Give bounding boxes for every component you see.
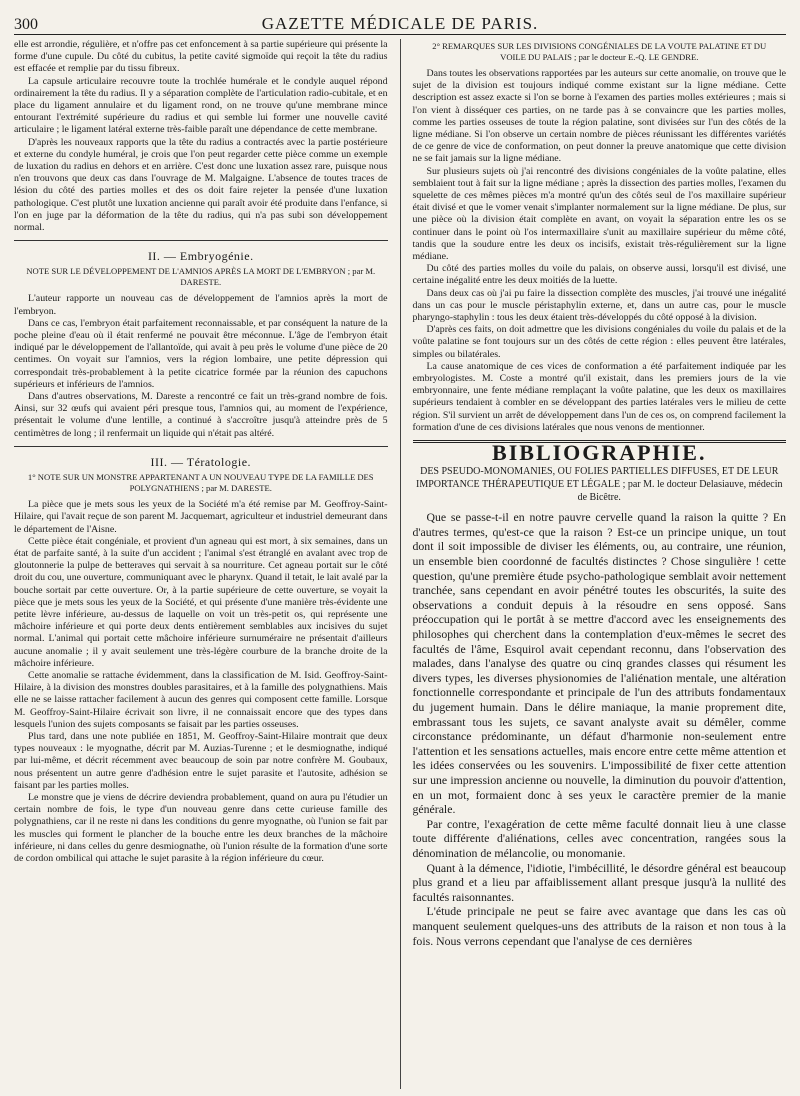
paragraph: Que se passe-t-il en notre pauvre cervelle quand la raison la quitte ? En d'autres termes, qu'est-ce que la raison ? Est-ce un principe unique, un tout dont il soit impossible de diviser les éléments, ou, au contraire, une réunion, un ensemble bien coordonné de facultés distinctes ? Chose singulière ! cette question, qu'une première étude psycho-pathologique semblait avoir nettement tranchée, sans cependant en avoir pénétré toutes les obscurités, la suite des observations a conduit depuis à la résoudre en sens opposé. Sans préoccupation qui le portât à se mettre d'accord avec les enseignements des philosophes qui cherchent dans la contemplation d'eux-mêmes le secret des facultés de l'âme, Esquirol avait cependant reconnu, dans l'observation des malades, dans l'analyse des quatre ou cinq grandes classes qui résument les divers types, les diverses physionomies de l'aliénation mentale, une altération fonctionnelle correspondante et principale de l'un des attributs fondamentaux du jugement humain. Dans le délire maniaque, la manie proprement dite, embrassant tous les sujets, ce savant analyste avait su démêler, comme circonstance prédominante, un défaut d'harmonie non-seulement entre l'attention et les sensations actuelles, mais encore entre cette même attention et les idées conservées ou les souvenirs. L'impossibilité de fixer cette attention sur une impression ancienne ou nouvelle, la diminution du pouvoir d'attention, en un mot, formaient donc à ses yeux le caractère premier de la manie générale. (412, 510, 787, 817)
section-heading: II. — Embryogénie. (147, 249, 254, 264)
paragraph: Du côté des parties molles du voile du palais, on observe aussi, lorsqu'il est divisé, une certaine inégalité entre les deux moitiés de la luette. (412, 263, 787, 287)
column-divider (400, 39, 401, 1089)
paragraph: La capsule articulaire recouvre toute la trochlée humérale et le condyle auquel répond ordinairement la tête du radius. Il y a séparation complète de l'articulation radio-cubitale, et en place du ligament annulaire et du ligament rond, on ne trouve qu'une membrane mince entourant l'extrémité supérieure du radius et qui semble lui former une nouvelle cavité articulaire ; le ligament latéral externe très-faible paraît une dépendance de cette membrane. (14, 75, 388, 136)
page-header (14, 10, 786, 35)
left-column (14, 39, 397, 1089)
review-body (413, 510, 787, 948)
paragraph: Par contre, l'exagération de cette même faculté donnait lieu à une classe toute différente d'aliénations, celles avec concentration, rangées sous la dénomination de mélancolie, ou monomanie. (412, 816, 787, 860)
paragraph: Cette pièce était congéniale, et provient d'un agneau qui est mort, à six semaines, dans un état de parfaite santé, à la suite d'un accident ; l'animal s'est étranglé en avalant avec trop de gloutonnerie la pulpe de betteraves qui servait à sa nourriture. Cet agneau portait sur le côté droit du cou, une ouverture, communiquant avec le pharynx. Quand il tetait, le lait avalé par la bouche sortait par cette ouverture. Or, à la partie supérieure de cette ouverture, se voyait la pièce que je mets sous les yeux de la Société, et qui présente d'une manière très-évidente une petite lèvre inférieure, au-dessus de laquelle on voit un très-petit os, qui représente une mâchoire inférieure et qui porte deux dents entièrement semblables aux incisives du sujet normal. L'animal qui portait cette mâchoire inférieure surnuméraire ne présentait d'ailleurs aucune anomalie ; il y avait seulement une très-légère courbure de la branche droite de la mâchoire inférieure. (14, 535, 388, 669)
running-title: GAZETTE MÉDICALE DE PARIS. (261, 14, 539, 33)
paragraph: elle est arrondie, régulière, et n'offre pas cet enfoncement à sa partie supérieure qui présente la forme d'une cupule. Du côté du cubitus, la petite cavité sigmoïde qui reçoit la tête du radius est effacée et remplie par du tissu fibreux. (14, 39, 388, 75)
paragraph: Sur plusieurs sujets où j'ai rencontré des divisions congéniales de la voûte palatine, elles semblaient tout à fait sur la ligne médiane ; après la dissection des parties molles, l'examen du squelette de ces mêmes pièces m'a montré qu'un des côtés seul de l'os maxillaire supérieur était divisé et que le vomer venait s'implanter normalement sur la ligne médiane. De plus, sur une pièce où la division était complète en avant, on voyait la séparation entre les os se continuer dans le point où l'os intermaxillaire s'unit au maxillaire supérieur du même côté, tandis que la soudure entre les deux os incisifs, existait très-régulièrement sur la ligne médiane. (412, 165, 787, 263)
note-title: 2° REMARQUES SUR LES DIVISIONS CONGÉNIALES DE LA VOUTE PALATINE ET DU VOILE DU PALAIS ; par le docteur E.-Q. LE GENDRE. (432, 41, 767, 62)
note-title: 1° NOTE SUR UN MONSTRE APPARTENANT A UN NOUVEAU TYPE DE LA FAMILLE DES POLYGNATHIENS ; par M. DARESTE. (27, 472, 374, 494)
paragraph: L'étude principale ne peut se faire avec avantage que dans les cas où manquent seulement quelques-uns des attributs de la raison et non tous à la fois. Nous verrons cependant que l'analyse de ces dernières (412, 904, 787, 948)
section-rule (14, 240, 388, 243)
book-title: DES PSEUDO-MONOMANIES, OU FOLIES PARTIELLES DIFFUSES, ET DE LEUR IMPORTANCE THÉRAPEUTIQUE ET LÉGALE ; par M. le docteur Delasiauve, médecin de Bicêtre. (416, 466, 783, 504)
paragraph: Dans toutes les observations rapportées par les auteurs sur cette anomalie, on trouve que le sujet de la division est toujours indiqué comme existant sur la ligne médiane. Cette description est assez exacte si l'on se borne à l'examen des parties molles extérieures ; mais si l'on vient à disséquer ces parties, on ne tarde pas à se convaincre que les parties molles, comme les parties osseuses de toute la région palatine, sont divisées sur l'un des côtés de la ligne médiane. Si l'on observe un certain nombre de pièces réunissant les différentes variétés de ce genre de vice de conformation, on peut donner la preuve anatomique que cette division ne se fait jamais sur la ligne médiane. (412, 68, 787, 165)
paragraph: Plus tard, dans une note publiée en 1851, M. Geoffroy-Saint-Hilaire montrait que deux types nouveaux : le myognathe, décrit par M. Auzias-Turenne ; et le desmiognathe, indiqué par lui-même, et décrit récemment avec beaucoup de soin par notre confrère M. Goubaux, nous présentent un autre genre d'adhésion entre le sujet parasite et l'autosite, adhésion se faisant par les parties molles. (14, 730, 388, 791)
paragraph: Cette anomalie se rattache évidemment, dans la classification de M. Isid. Geoffroy-Saint-Hilaire, à la division des monstres doubles parasitaires, et à la famille des polygnathiens. Mais elle ne se laisse rattacher facilement à aucun des genres qui composent cette famille. Lorsque M. Geoffroy-Saint-Hilaire écrivait son livre, il ne connaissait encore que des types dans lesquels l'union des sujets composants se faisait par les parties osseuses. (14, 669, 388, 730)
paragraph: D'après les nouveaux rapports que la tête du radius a contractés avec la partie postérieure et externe du condyle huméral, je crois que l'on peut regarder cette pièce comme un exemple de luxation du radius en dehors et en arrière. C'est donc une luxation assez rare, puisque nous n'en trouvons que deux cas dans l'ouvrage de M. Malgaigne. L'absence de toutes traces de lésion du côté des parties molles et des os doit faire rejeter la pensée d'une luxation pathologique. C'est plutôt une luxation ancienne qui paraît avoir été produite dans l'enfance, si l'on en juge par la déformation de la tête du radius, qui n'a pas subi son développement normal. (14, 136, 388, 234)
paragraph: Dans deux cas où j'ai pu faire la dissection complète des muscles, j'ai trouvé une inégalité dans un cas pour le muscle péristaphylin externe, et, dans un autre cas, pour le muscle pharyngo-staphylin : tous les deux étaient très-développés du côté opposé à la division. (412, 287, 787, 324)
paragraph: La cause anatomique de ces vices de conformation a été parfaitement indiquée par les embryologistes. M. Coste a montré qu'il existait, dans les premiers jours de la vie embryonnaire, une fente médiane remplaçant la voûte palatine, que les deux os maxillaires supérieurs tendaient à combler en se développant des parties latérales vers le milieu de cette région. S'il survient un arrêt de développement dans l'un de ces os, on comprend facilement la formation d'une de ces divisions latérales que nous venons de mentionner. (412, 360, 787, 433)
paragraph: D'après ces faits, on doit admettre que les divisions congéniales du voile du palais et de la voûte palatine se font toujours sur un des côtés de cette région : elles peuvent être latérales, simples ou bilatérales. (412, 324, 787, 360)
note-title: NOTE SUR LE DÉVELOPPEMENT DE L'AMNIOS APRÈS LA MORT DE L'EMBRYON ; par M. DARESTE. (26, 266, 376, 288)
paragraph: Dans d'autres observations, M. Dareste a rencontré ce fait un très-grand nombre de fois. Ainsi, sur 32 œufs qui avaient péri presque tous, l'amnios qui, au moment de l'expérience, présentait le volume d'une lentille, a continué à s'accroître jusqu'à atteindre près de 5 centimètres de long ; il renfermait un liquide qui n'était pas altéré. (14, 391, 388, 439)
section-rule (14, 446, 388, 449)
section-heading: III. — Tératologie. (150, 454, 252, 469)
two-column-body (14, 39, 786, 1089)
page-number: 300 (14, 16, 38, 33)
paragraph: Dans ce cas, l'embryon était parfaitement reconnaissable, et par conséquent la nature de la poche pleine d'eau où il était renfermé ne pouvait être méconnue. L'âge de l'embryon était indiqué par le développement de l'allantoïde, qui avait à peu près le volume d'une pièce de 20 centimes. On voyait sur l'amnios, vers la région lombaire, une petite dépression qui correspondait très-probablement à la petite cicatrice formée par la réunion des capuchons supérieurs et inférieurs de l'amnios. (14, 317, 388, 390)
paragraph: Quant à la démence, l'idiotie, l'imbécillité, le désordre général est beaucoup plus grand et a lieu par affaiblissement allant presque jusqu'à la nullité des facultés raisonnantes. (412, 860, 787, 904)
paragraph: L'auteur rapporte un nouveau cas de développement de l'amnios après la mort de l'embryon. (14, 293, 388, 317)
right-column (404, 39, 787, 1089)
paragraph: La pièce que je mets sous les yeux de la Société m'a été remise par M. Geoffroy-Saint-Hilaire, qui l'avait reçue de son parent M. Jacquemart, agriculteur et industriel demeurant dans le département de l'Aisne. (14, 499, 388, 535)
bibliography-heading: BIBLIOGRAPHIE. (492, 440, 707, 466)
paragraph: Le monstre que je viens de décrire deviendra probablement, quand on aura pu l'étudier un certain nombre de fois, le type d'un nouveau genre dans cette curieuse famille des polygnathiens, car il ne reste ni dans les conditions du genre myognathe, où l'union se fait par les muscles qui forment le plancher de la bouche entre les deux branches de la mâchoire inférieure, ni dans celles du genre desmiognathe, où l'union résulte de la formation d'une sorte de cordon ombilical qui attache le sujet parasite à la région inférieure du cœur. (14, 791, 388, 864)
